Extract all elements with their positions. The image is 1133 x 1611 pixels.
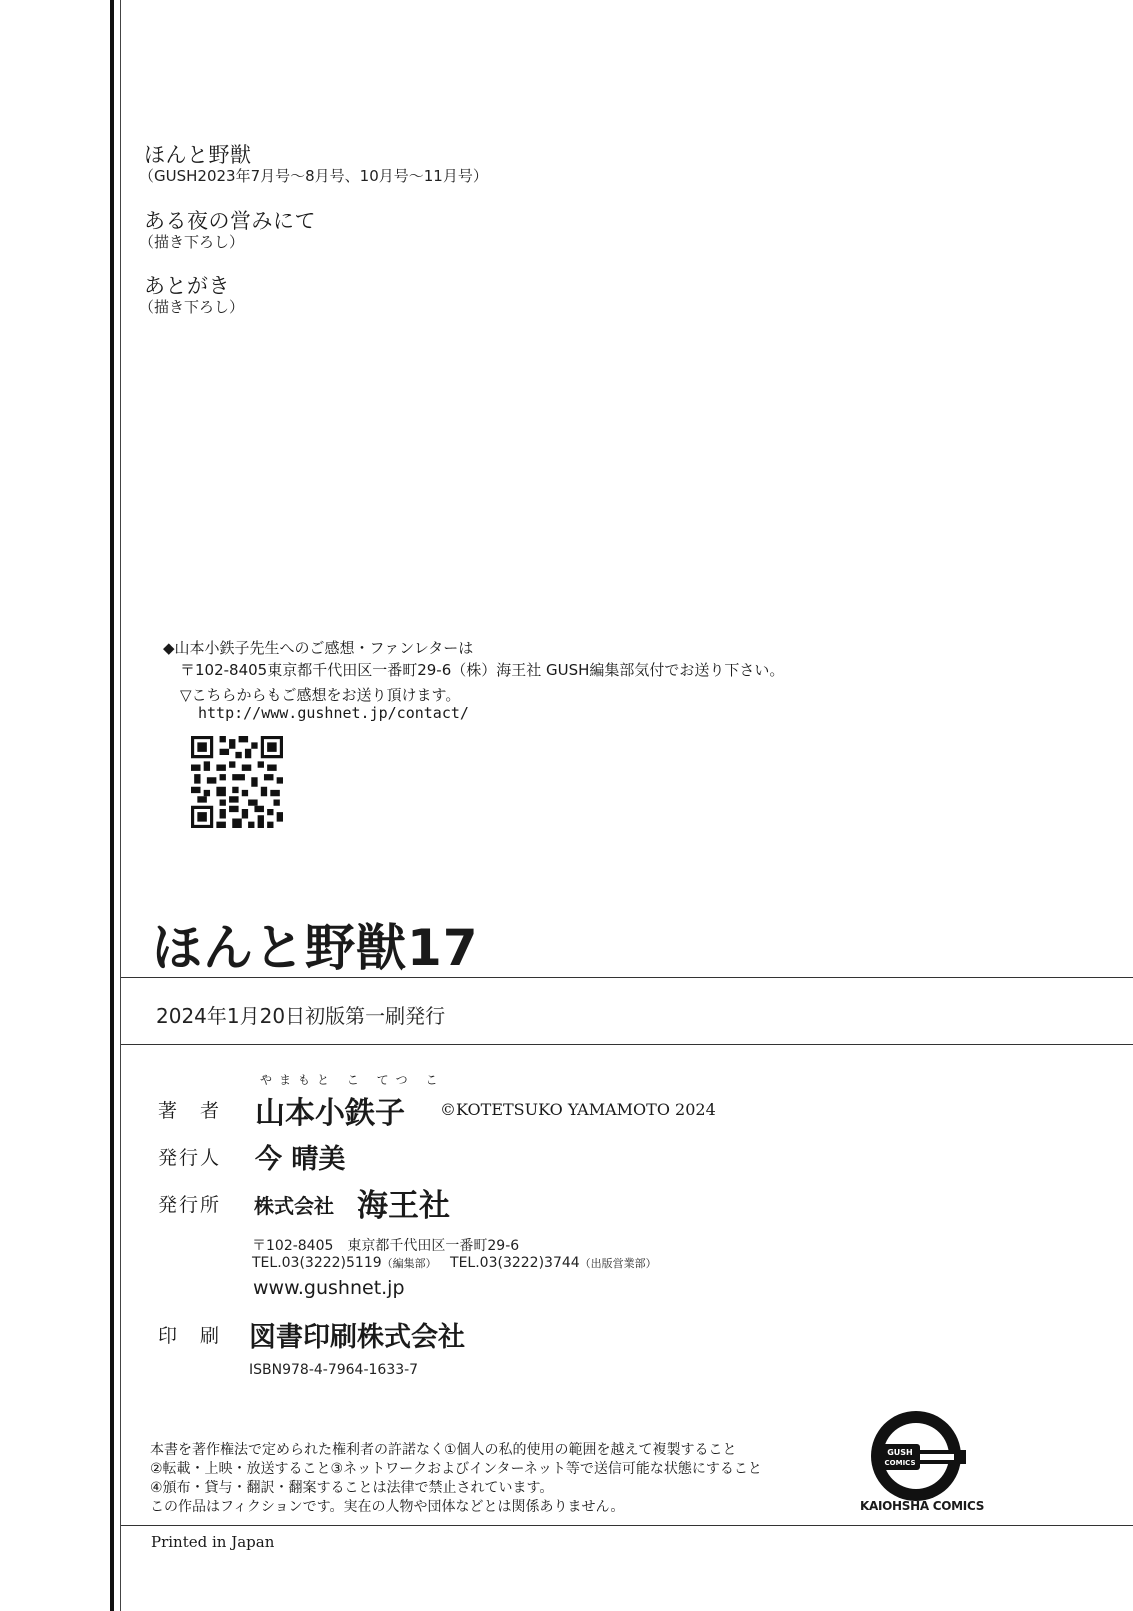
author-ruby: やまもと こ てつ こ: [260, 1073, 445, 1087]
margin-rule-thin: [120, 0, 121, 1611]
publisher-prefix: 株式会社: [254, 1194, 334, 1218]
fan-letter-heading: ◆山本小鉄子先生へのご感想・ファンレターは: [163, 639, 474, 657]
tel-editorial-note: （編集部）: [381, 1257, 437, 1270]
contents-title-2: ある夜の営みにて: [144, 209, 316, 233]
publish-date: 2024年1月20日初版第一刷発行: [156, 1004, 446, 1028]
legal-line-2: ②転載・上映・放送すること③ネットワークおよびインターネット等で送信可能な状態にすること: [150, 1461, 762, 1477]
printer-name: 図書印刷株式会社: [249, 1322, 465, 1353]
author-name: 山本小鉄子: [255, 1096, 405, 1131]
publisher-name: 海王社: [357, 1188, 450, 1224]
tel-line: [252, 1255, 657, 1271]
fan-letter-address: 〒102-8405東京都千代田区一番町29-6（株）海王社 GUSH編集部気付でお送り下さい。: [180, 661, 785, 679]
printed-in: Printed in Japan: [151, 1533, 275, 1551]
legal-line-4: この作品はフィクションです。実在の人物や団体などとは関係ありません。: [150, 1499, 625, 1515]
legal-line-1: 本書を著作権法で定められた権利者の許諾なく①個人の私的使用の範囲を越えて複製すること: [150, 1442, 737, 1458]
contact-url[interactable]: http://www.gushnet.jp/contact/: [198, 704, 469, 722]
publisher-label: 発行所: [158, 1194, 222, 1216]
printer-label: 印 刷: [158, 1325, 222, 1347]
author-label: 著 者: [158, 1100, 222, 1122]
contents-title-3: あとがき: [144, 274, 230, 298]
divider-date: [121, 1044, 1133, 1045]
tel-sales: TEL.03(3222)3744: [450, 1255, 580, 1271]
contents-source-3: （描き下ろし）: [139, 298, 245, 316]
logo-caption: KAIOHSHA COMICS: [860, 1499, 985, 1513]
publisher-person: 今 晴美: [255, 1144, 346, 1175]
publisher-person-label: 発行人: [158, 1147, 222, 1169]
isbn: ISBN978-4-7964-1633-7: [249, 1362, 419, 1378]
contents-source-2: （描き下ろし）: [139, 233, 245, 251]
fan-letter-online-note: ▽こちらからもご感想をお送り頂けます。: [180, 686, 461, 704]
book-title: ほんと野獣17: [152, 919, 479, 977]
legal-line-3: ④頒布・貸与・翻訳・翻案することは法律で禁止されています。: [150, 1480, 554, 1496]
copyright: ©KOTETSUKO YAMAMOTO 2024: [440, 1100, 716, 1119]
divider-title: [121, 977, 1133, 978]
gush-comics-logo-icon: [866, 1410, 966, 1510]
qr-code-icon[interactable]: [191, 736, 283, 828]
logo-text-gush: GUSH: [887, 1448, 913, 1457]
website[interactable]: www.gushnet.jp: [253, 1277, 405, 1299]
margin-rule-thick: [110, 0, 114, 1611]
divider-bottom: [121, 1525, 1133, 1526]
tel-editorial: TEL.03(3222)5119: [252, 1255, 382, 1271]
logo-text-comics: COMICS: [884, 1459, 916, 1467]
contents-source-1: （GUSH2023年7月号～8月号、10月号～11月号）: [139, 167, 488, 185]
publisher-address: 〒102-8405 東京都千代田区一番町29-6: [252, 1238, 520, 1254]
tel-sales-note: （出版営業部）: [579, 1257, 657, 1270]
contents-title-1: ほんと野獣: [144, 143, 252, 167]
